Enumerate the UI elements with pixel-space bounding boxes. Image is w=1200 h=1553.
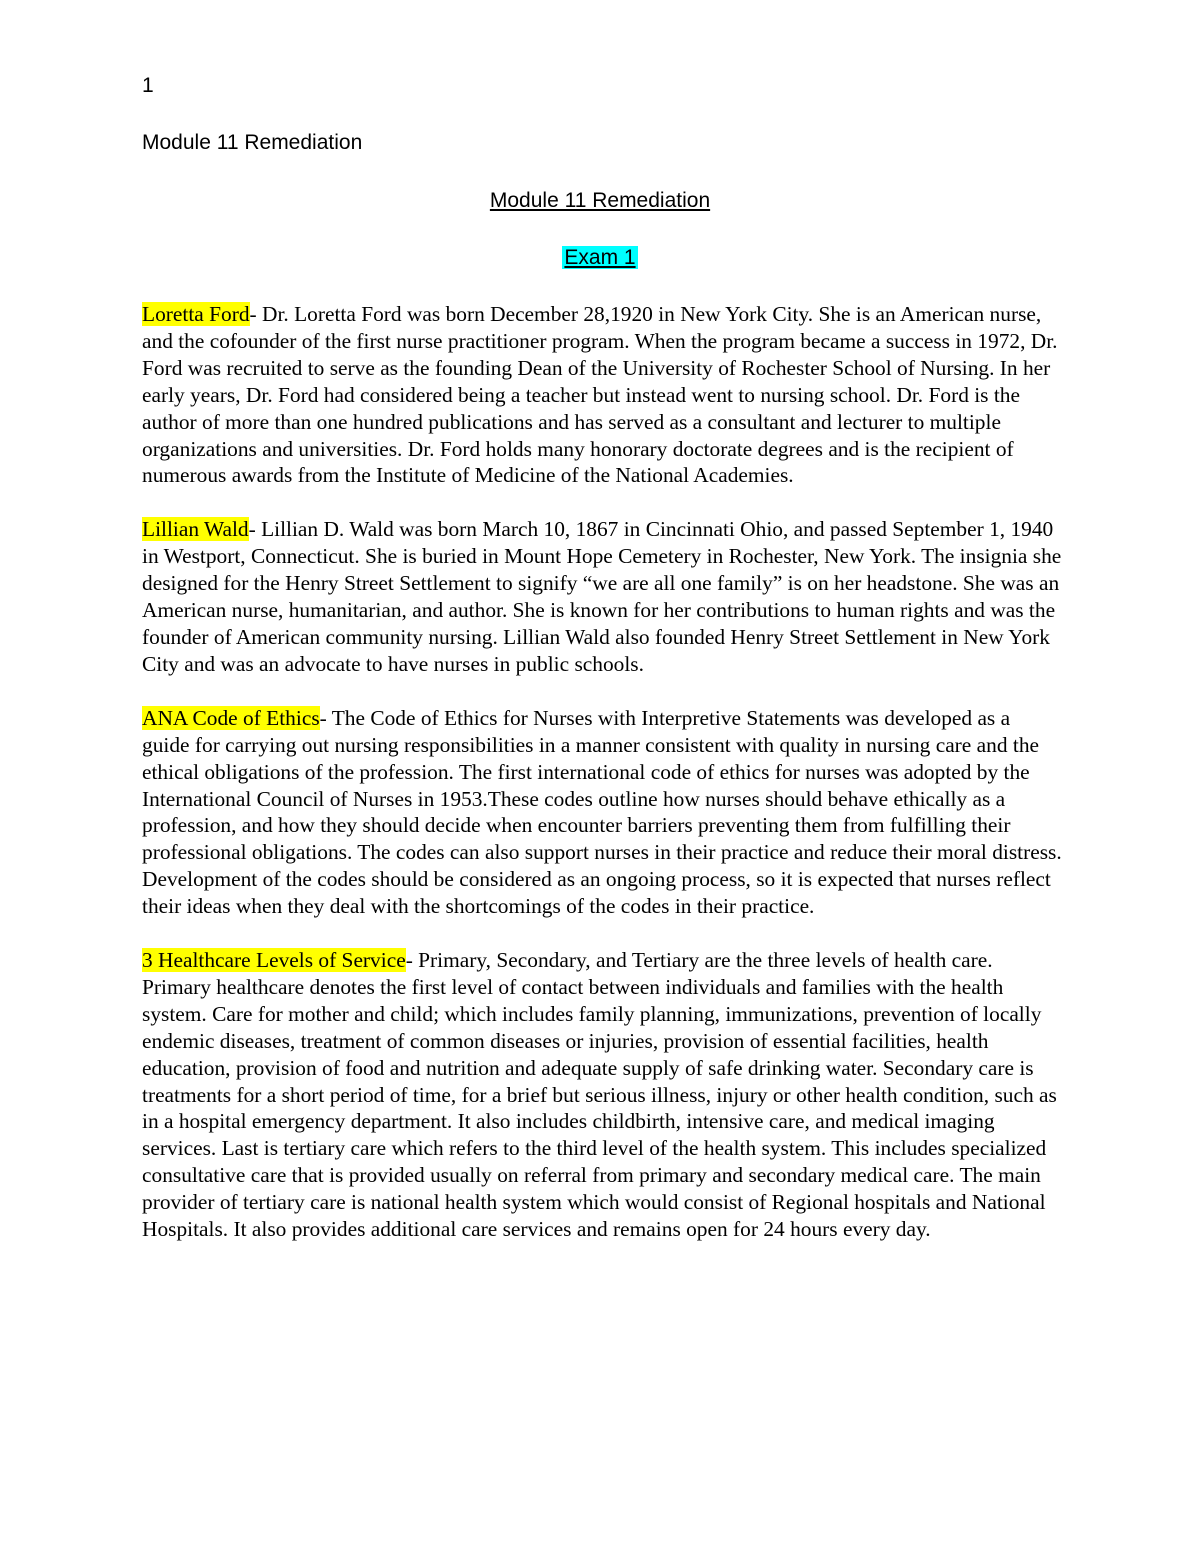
entry-text: - Lillian D. Wald was born March 10, 1867 in Cincinnati Ohio, and passed September 1, 1940 in Westport, Connecticut. She is buried in Mount Hope Cemetery in Rochester, New York. The insignia she designed for the Henry Street Settlement to signify “we are all one family” is on her headstone. She was an American nurse, humanitarian, and author. She is known for her contributions to human rights and was the founder of American community nursing. Lillian Wald also founded Henry Street Settlement in New York City and was an advocate to have nurses in public schools. (142, 517, 1062, 676)
exam-heading-text: Exam 1 (564, 246, 636, 269)
entry-text: - Primary, Secondary, and Tertiary are the three levels of health care. Primary healthcare denotes the first level of contact between individuals and families with the health system. Care for mother and child; which includes family planning, immunizations, prevention of locally endemic diseases, treatment of common diseases or injuries, provision of essential facilities, health education, provision of food and nutrition and adequate supply of safe drinking water. Secondary care is treatments for a short period of time, for a brief but serious illness, injury or other health condition, such as in a hospital emergency department. It also includes childbirth, intensive care, and medical imaging services. Last is tertiary care which refers to the third level of the health system. This includes specialized consultative care that is provided usually on referral from primary and secondary medical care. The main provider of tertiary care is national health system which would consist of Regional hospitals and National Hospitals. It also provides additional care services and remains open for 24 hours every day. (142, 948, 1057, 1242)
entry-text: - The Code of Ethics for Nurses with Interpretive Statements was developed as a guide for carrying out nursing responsibilities in a manner consistent with quality in nursing care and the ethical obligations of the profession. The first international code of ethics for nurses was adopted by the International Council of Nurses in 1953.These codes outline how nurses should behave ethically as a profession, and how they should decide when encounter barriers preventing them from fulfilling their professional obligations. The codes can also support nurses in their practice and reduce their moral distress. Development of the codes should be considered as an ongoing process, so it is expected that nurses reflect their ideas when they deal with the shortcomings of the codes in their practice. (142, 705, 1062, 919)
page-number: 1 (142, 74, 154, 97)
exam-heading (0, 246, 1200, 270)
document-body (142, 301, 1062, 1270)
highlighted-term: Loretta Ford (142, 302, 250, 326)
entry-text: - Dr. Loretta Ford was born December 28,1920 in New York City. She is an American nurse, and the cofounder of the first nurse practitioner program. When the program became a success in 1972, Dr. Ford was recruited to serve as the founding Dean of the University of Rochester School of Nursing. In her early years, Dr. Ford had considered being a teacher but instead went to nursing school. Dr. Ford is the author of more than one hundred publications and has served as a consultant and lecturer to multiple organizations and universities. Dr. Ford holds many honorary doctorate degrees and is the recipient of numerous awards from the Institute of Medicine of the National Academies. (142, 302, 1058, 488)
entry-paragraph (142, 516, 1062, 677)
entry-paragraph (142, 947, 1062, 1243)
document-title (0, 189, 1200, 213)
highlighted-term: Lillian Wald (142, 517, 249, 542)
highlighted-term: 3 Healthcare Levels of Service (142, 948, 406, 973)
highlighted-term: ANA Code of Ethics (142, 705, 320, 730)
running-header: Module 11 Remediation (142, 131, 363, 154)
entry-paragraph (142, 705, 1062, 920)
document-title-text: Module 11 Remediation (489, 189, 711, 212)
entry-paragraph (142, 301, 1062, 489)
